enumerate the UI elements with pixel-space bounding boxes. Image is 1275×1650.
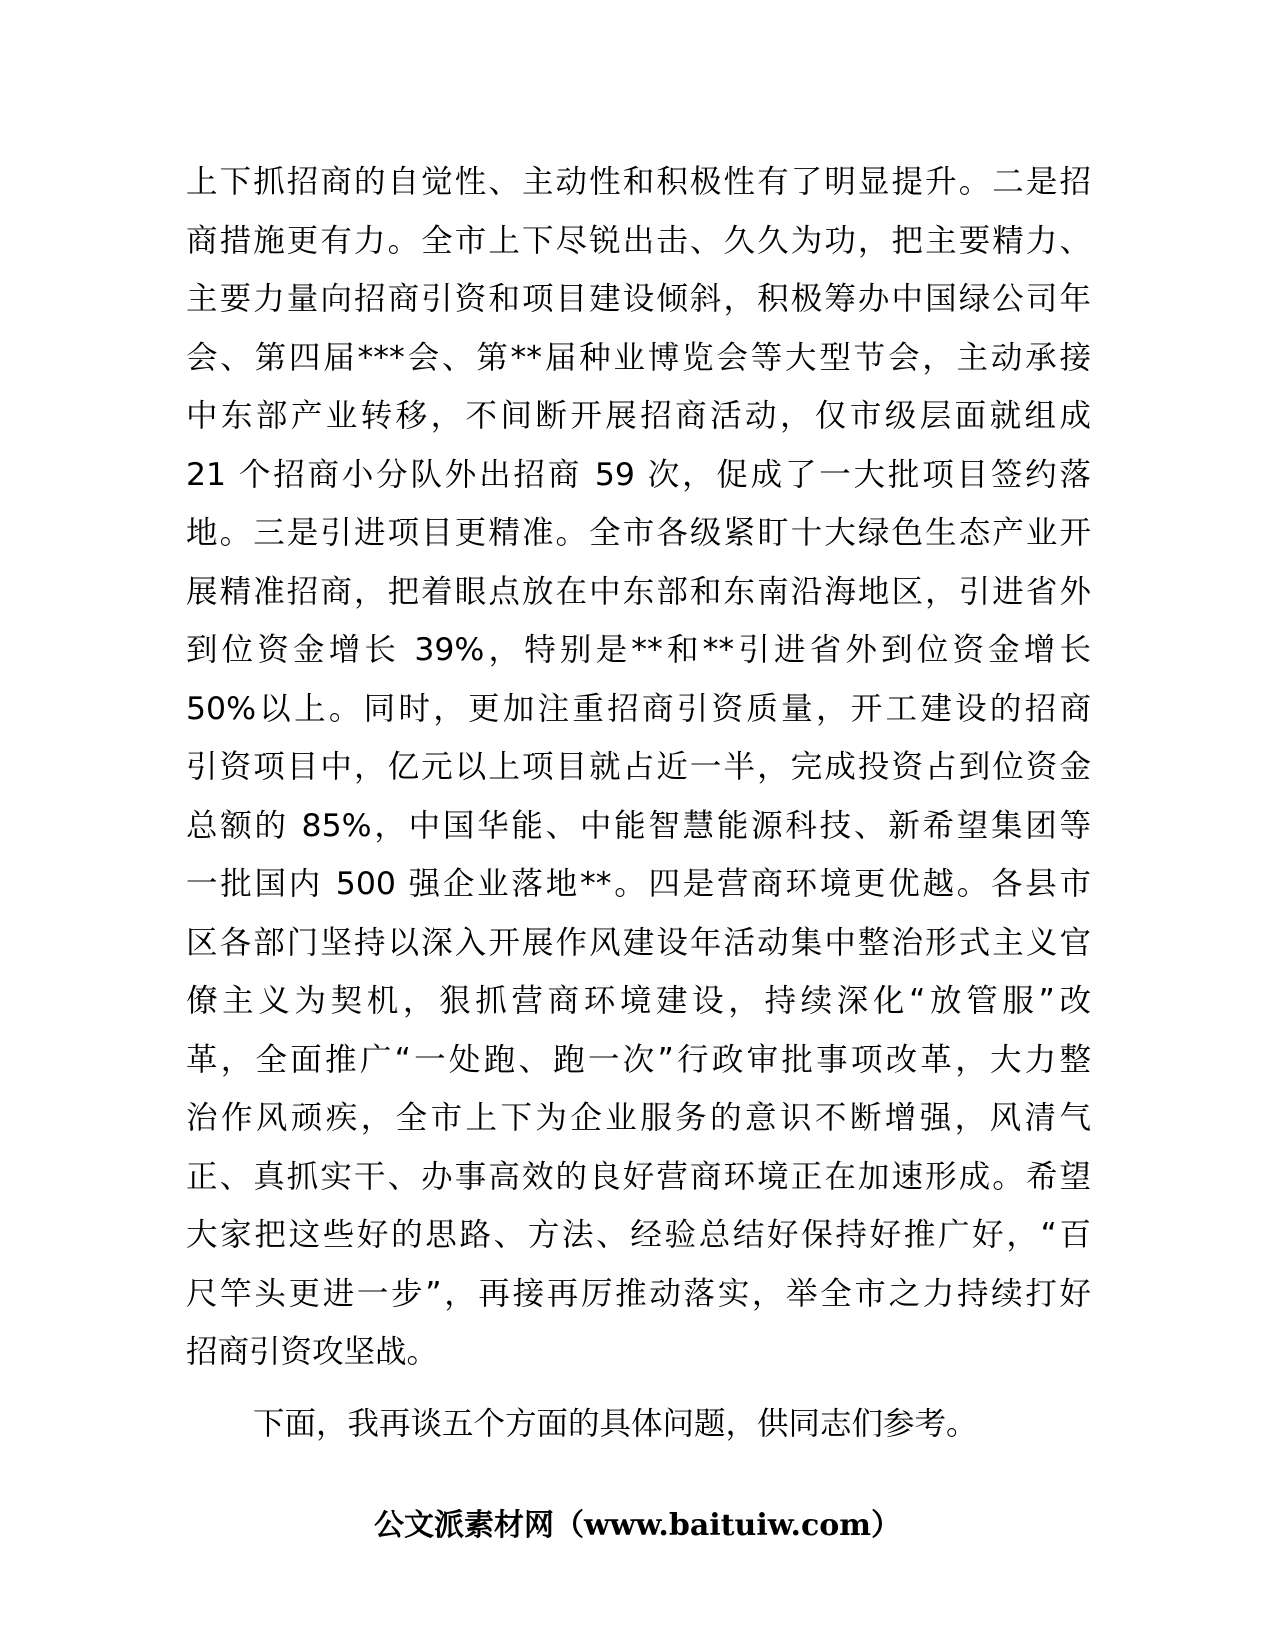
text-line: 总额的 85%，中国华能、中能智慧能源科技、新希望集团等 xyxy=(186,807,1091,844)
text-line: 尺竿头更进一步”，再接再厉推动落实，举全市之力持续打好 xyxy=(186,1275,1091,1312)
text-line: 50%以上。同时，更加注重招商引资质量，开工建设的招商 xyxy=(186,690,1091,727)
text-line: 会、第四届***会、第**届种业博览会等大型节会，主动承接 xyxy=(186,339,1091,376)
text-line: 革，全面推广“一处跑、跑一次”行政审批事项改革，大力整 xyxy=(186,1041,1091,1078)
text-line: 僚主义为契机，狠抓营商环境建设，持续深化“放管服”改 xyxy=(186,983,1091,1019)
text-line: 地。三是引进项目更精准。全市各级紧盯十大绿色生态产业开 xyxy=(186,515,1091,551)
text-line: 21 个招商小分队外出招商 59 次，促成了一大批项目签约落 xyxy=(186,456,1091,493)
text-line: 上下抓招商的自觉性、主动性和积极性有了明显提升。二是招 xyxy=(186,164,1091,200)
paragraph-2: 下面，我再谈五个方面的具体问题，供同志们参考。 xyxy=(253,1406,978,1442)
paragraph-1 xyxy=(186,153,1091,1382)
text-line: 治作风顽疾，全市上下为企业服务的意识不断增强，风清气 xyxy=(186,1100,1091,1136)
text-line: 一批国内 500 强企业落地**。四是营商环境更优越。各县市 xyxy=(186,866,1091,902)
text-line: 到位资金增长 39%，特别是**和**引进省外到位资金增长 xyxy=(186,632,1091,668)
text-line: 区各部门坚持以深入开展作风建设年活动集中整治形式主义官 xyxy=(186,924,1091,961)
text-line: 招商引资攻坚战。 xyxy=(186,1334,439,1370)
text-line: 中东部产业转移，不间断开展招商活动，仅市级层面就组成 xyxy=(186,398,1091,434)
text-line: 主要力量向招商引资和项目建设倾斜，积极筹办中国绿公司年 xyxy=(186,281,1091,317)
text-line: 引资项目中，亿元以上项目就占近一半，完成投资占到位资金 xyxy=(186,749,1091,785)
text-line: 展精准招商，把着眼点放在中东部和东南沿海地区，引进省外 xyxy=(186,573,1091,610)
footer-watermark: 公文派素材网（www.baituiw.com） xyxy=(373,1508,902,1543)
text-line: 正、真抓实干、办事高效的良好营商环境正在加速形成。希望 xyxy=(186,1158,1091,1195)
text-line: 商措施更有力。全市上下尽锐出击、久久为功，把主要精力、 xyxy=(186,222,1091,259)
text-line: 大家把这些好的思路、方法、经验总结好保持好推广好，“百 xyxy=(186,1217,1091,1253)
